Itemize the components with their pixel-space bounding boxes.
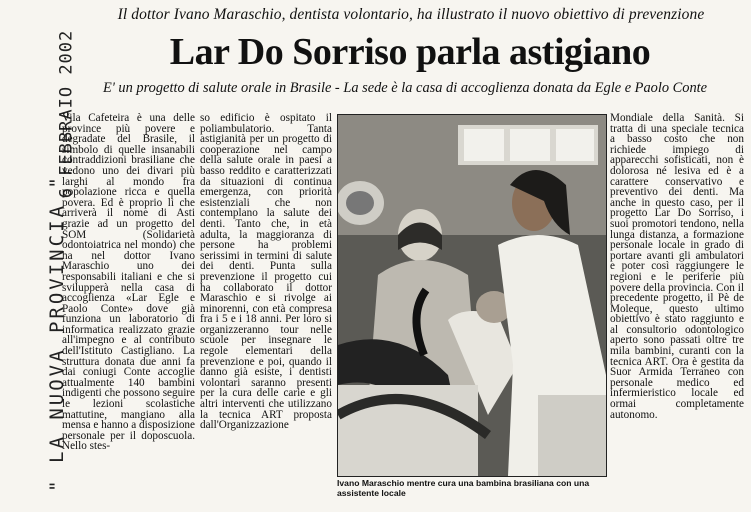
photo-illustration xyxy=(338,115,606,476)
handwritten-date: 6 FEBBRAIO 2002 xyxy=(56,29,77,199)
article-photo xyxy=(337,114,607,477)
article-column-4 xyxy=(610,113,744,420)
article-headline: Lar Do Sorriso parla astigiano xyxy=(169,31,651,73)
article-subhead: E' un progetto di salute orale in Brasile - La sede è la casa di accoglienza donata da Egle e Paolo Conte xyxy=(102,80,708,96)
photo-caption: Ivano Maraschio mentre cura una bambina brasiliana con una assistente locale xyxy=(337,478,590,498)
column-4-text: Mondiale della Sanità. Si tratta di una speciale tecnica a basso costo che non richiede impiego di apparecchi sofisticati, non è dolorosa né lesiva ed è a carattere conservativo e preventivo dei denti. Ma anche in questo caso, per il progetto Lar Do Sorriso, i suoi promotori tendono, nella lunga distanza, a formazione personale locale in grado di portare avanti gli ambulatori e poter così raggiungere le regioni e le periferie più povere della provincia. Con il precedente progetto, il Pè de Moleque, questo ultimo obiettivo è stato raggiunto e al consultorio odontologico aperto sono passati oltre tre mila bambini, curanti con la tecnica ART. Ora è gestita da Suor Armida Terraneo con personale medico ed infermieristico locale ed ormai completamente autonomo. xyxy=(610,112,744,421)
handwritten-publication: " LA NUOVA PROVINCIA " xyxy=(45,174,68,492)
article-column-1 xyxy=(62,113,195,452)
column-2-text: so edificio è ospitato il poliambulatorio. Tanta astigianità per un progetto di cooperazione nel campo della salute orale in paesi a basso reddito e caratterizzati da situazioni di continua emergenza, con priorità esistenziali che non contemplano la salute dei denti. Tanto che, in età adulta, la maggioranza di persone ha problemi serissimi in termini di salute dei denti. Punta sulla prevenzione il progetto cui ha collaborato il dottor Maraschio e si rivolge ai minorenni, con età compresa fra i 5 e i 18 anni. Per loro si organizzeranno tour nelle scuole per insegnare le regole elementari della prevenzione e poi, quando il danno già esiste, i dentisti volontari saranno presenti per la cura delle carie e gli altri interventi che utilizzano la tecnica ART proposta dall'Organizzazione xyxy=(200,112,332,432)
article-kicker: Il dottor Ivano Maraschio, dentista volontario, ha illustrato il nuovo obiettivo di prevenzione xyxy=(117,6,705,23)
article-column-2 xyxy=(200,113,332,431)
column-1-text: Vila Cafeteira è una delle province più povere e degradate del Brasile, il simbolo di quelle insanabili contraddizioni brasiliane che vedono uno dei divari più larghi al mondo fra popolazione ricca e quella povera. Ed è proprio lì che arriverà il nome di Asti grazie ad un progetto del SOM (Solidarietà odontoiatrica nel mondo) che ha nel dottor Ivano Maraschio uno dei responsabili italiani e che si svilupperà nella casa di accoglienza «Lar Egle e Paolo Conte» dove già funziona un laboratorio di informatica realizzato grazie all'impegno e al contributo dell'Istituto Castigliano. La struttura donata due anni fa dai coniugi Conte accoglie attualmente 140 bambini indigenti che possono seguire le lezioni scolastiche mattutine, mangiano alla mensa e hanno a disposizione personale per il doposcuola. Nello stes- xyxy=(62,112,195,453)
